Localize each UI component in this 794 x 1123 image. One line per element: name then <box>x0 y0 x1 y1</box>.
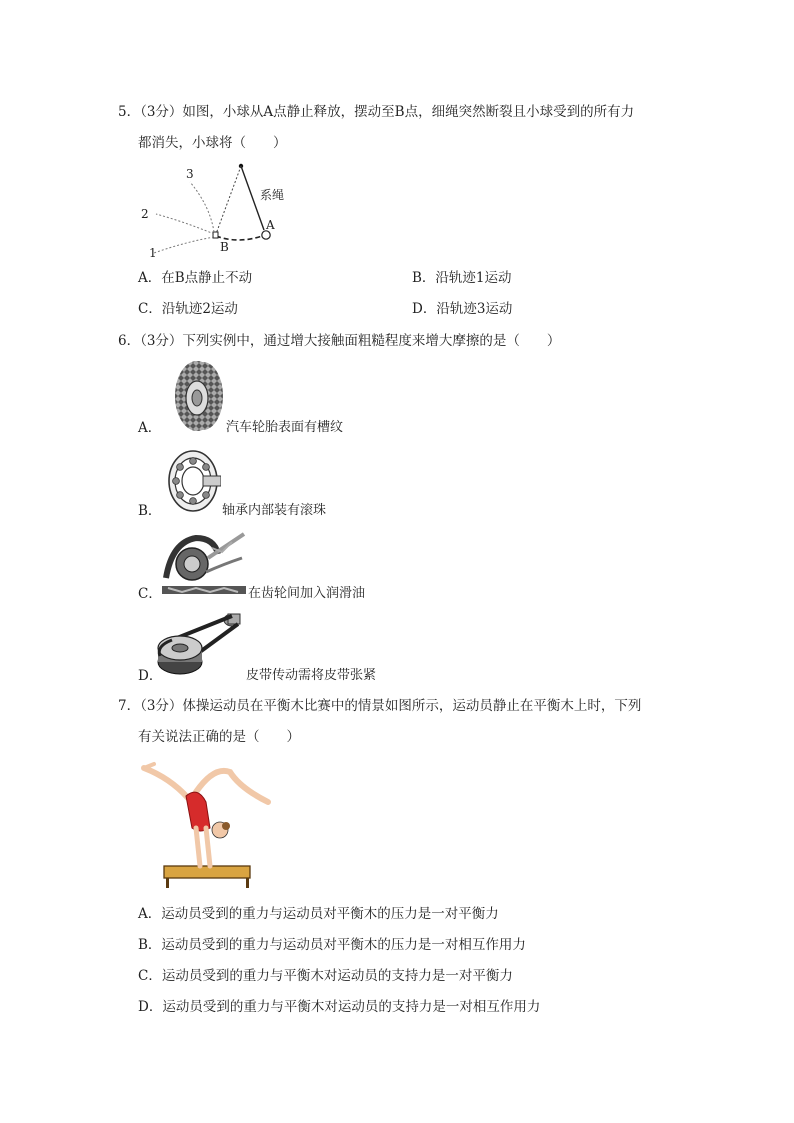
label-2: 2 <box>141 207 149 221</box>
label-b: B <box>220 240 229 254</box>
pendulum-diagram <box>130 158 300 263</box>
belt-drive-image <box>152 612 246 678</box>
q7-option-a: A．运动员受到的重力与运动员对平衡木的压力是一对平衡力 <box>138 906 499 922</box>
q6-option-a-text: 汽车轮胎表面有槽纹 <box>226 420 344 435</box>
q6-option-b-letter: B． <box>138 503 162 519</box>
q5-stem-line2: 都消失，小球将（ ） <box>138 135 287 151</box>
q7-stem-line2: 有关说法正确的是（ ） <box>138 729 300 745</box>
q6-option-b-text: 轴承内部装有滚珠 <box>222 503 327 518</box>
ball-at-a <box>262 231 270 239</box>
gear-oil-image <box>162 528 246 598</box>
trajectory-1 <box>154 237 214 253</box>
q6-option-d-text: 皮带传动需将皮带张紧 <box>246 668 377 683</box>
q7-option-b: B．运动员受到的重力与运动员对平衡木的压力是一对相互作用力 <box>138 937 526 953</box>
q6-option-d-letter: D． <box>138 668 163 684</box>
q5-option-a: A．在B点静止不动 <box>138 270 253 286</box>
q5-option-b: B．沿轨迹1运动 <box>412 270 512 286</box>
q6-option-c-letter: C． <box>138 586 162 602</box>
label-3: 3 <box>186 167 194 181</box>
rope-broken-line <box>216 166 241 234</box>
q5-option-c: C．沿轨迹2运动 <box>138 301 238 317</box>
q6-option-a-letter: A． <box>138 420 162 436</box>
trajectory-2 <box>156 214 214 234</box>
gymnast-image <box>140 758 275 890</box>
tire-image <box>163 360 223 434</box>
q7-option-c: C．运动员受到的重力与平衡木对运动员的支持力是一对平衡力 <box>138 968 513 984</box>
label-a: A <box>266 218 275 232</box>
q5-stem-line1: 5．（3分）如图，小球从A点静止释放，摆动至B点，细绳突然断裂且小球受到的所有力 <box>118 104 635 120</box>
q5-option-d: D．沿轨迹3运动 <box>412 301 513 317</box>
q7-stem-line1: 7．（3分）体操运动员在平衡木比赛中的情景如图所示，运动员静止在平衡木上时，下列 <box>118 698 642 714</box>
q6-stem: 6．（3分）下列实例中，通过增大接触面粗糙程度来增大摩擦的是（ ） <box>118 333 561 349</box>
bearing-image <box>165 445 221 517</box>
label-1: 1 <box>149 246 157 260</box>
balance-beam <box>164 866 250 878</box>
q7-option-d: D．运动员受到的重力与平衡木对运动员的支持力是一对相互作用力 <box>138 999 541 1015</box>
q6-option-c-text: 在齿轮间加入润滑油 <box>248 586 366 601</box>
label-rope: 系绳 <box>260 188 285 202</box>
trajectory-3 <box>190 182 214 232</box>
